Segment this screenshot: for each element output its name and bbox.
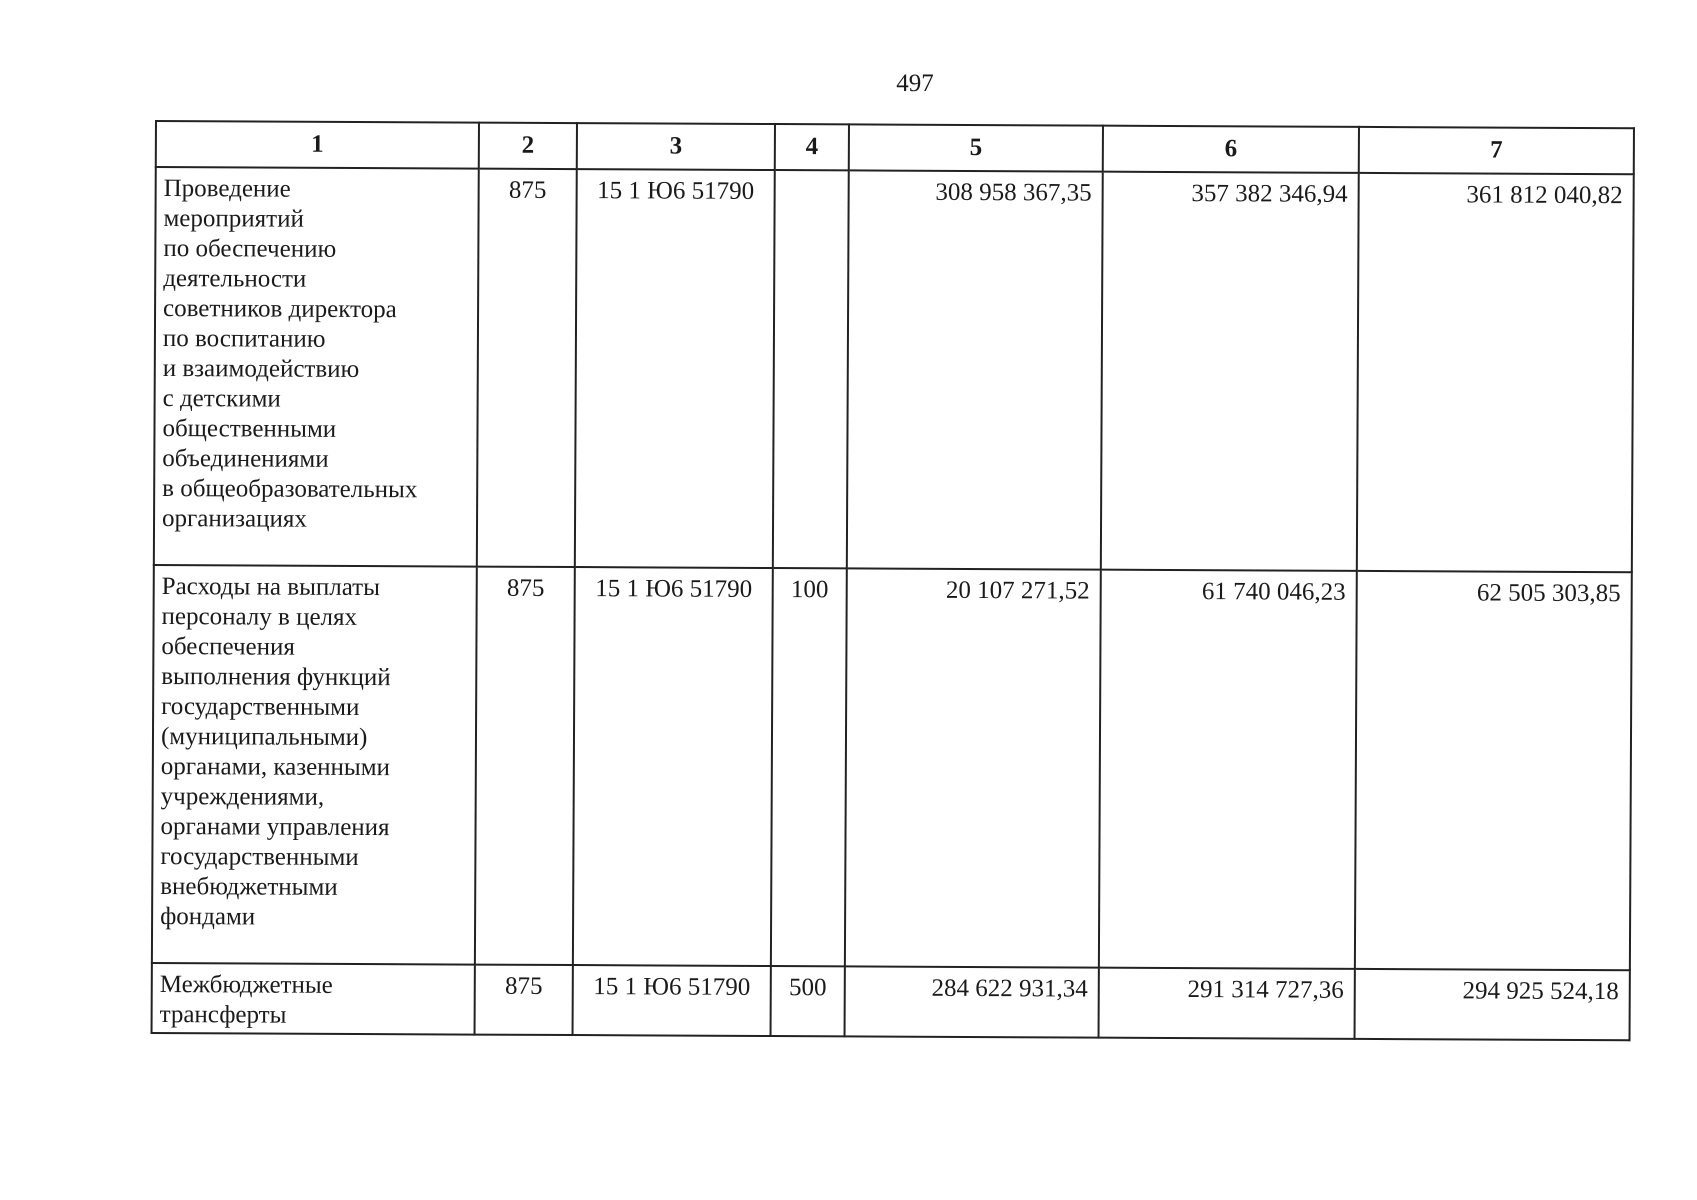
header-col-5: 5 xyxy=(849,124,1103,171)
header-col-1: 1 xyxy=(156,121,479,169)
row-col-7: 361 812 040,82 xyxy=(1357,173,1634,572)
header-col-2: 2 xyxy=(479,123,577,169)
row-col-3: 15 1 Ю6 51790 xyxy=(573,965,771,1036)
row-col-2: 875 xyxy=(477,169,577,567)
row-col-4: 500 xyxy=(771,966,845,1036)
row-col-5: 20 107 271,52 xyxy=(845,568,1101,967)
row-col-5: 308 958 367,35 xyxy=(847,170,1103,569)
row-col-6: 61 740 046,23 xyxy=(1099,570,1357,969)
table-row xyxy=(152,565,1632,970)
row-col-4 xyxy=(773,170,849,568)
row-col-6: 291 314 727,36 xyxy=(1099,968,1355,1039)
table-row xyxy=(152,963,1630,1040)
header-col-6: 6 xyxy=(1103,126,1359,173)
row-col-2: 875 xyxy=(475,965,573,1035)
row-col-3: 15 1 Ю6 51790 xyxy=(575,169,775,568)
budget-table xyxy=(151,120,1635,1041)
row-col-2: 875 xyxy=(475,567,575,965)
row-name: Межбюджетные трансферты xyxy=(152,963,475,1035)
table-row xyxy=(154,167,1634,572)
header-row xyxy=(156,121,1634,174)
row-name: Проведение мероприятий по обеспечению деятельности советников директора по воспитанию и взаимодействию с детскими общественными объединениями в общеобразовательных организациях xyxy=(154,167,479,567)
header-col-4: 4 xyxy=(775,124,849,170)
row-col-5: 284 622 931,34 xyxy=(845,966,1099,1037)
header-col-3: 3 xyxy=(577,123,775,170)
row-col-6: 357 382 346,94 xyxy=(1101,172,1359,571)
header-col-7: 7 xyxy=(1359,127,1634,174)
row-col-4: 100 xyxy=(771,568,847,966)
row-col-7: 62 505 303,85 xyxy=(1355,571,1632,970)
row-col-7: 294 925 524,18 xyxy=(1355,969,1630,1040)
row-name: Расходы на выплаты персоналу в целях обеспечения выполнения функций государственными (муниципальными) органами, казенными учреждениями, органами управления государственными внебюджетными фондами xyxy=(152,565,477,965)
row-col-3: 15 1 Ю6 51790 xyxy=(573,567,773,966)
page-number: 497 xyxy=(896,70,934,97)
